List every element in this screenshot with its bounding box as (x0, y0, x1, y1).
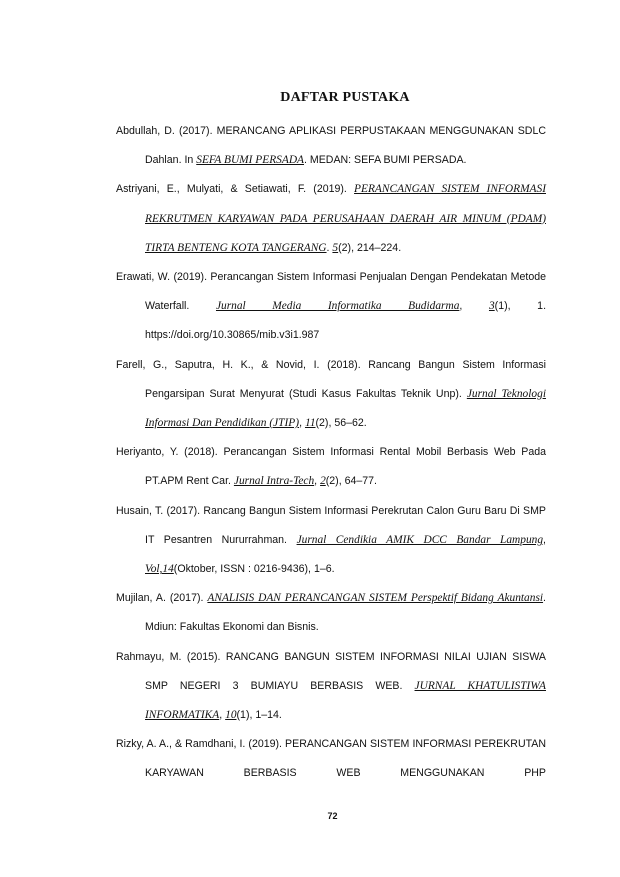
page-number: 72 (327, 811, 338, 821)
reference-entry (116, 497, 546, 585)
reference-text: Farell, G., Saputra, H. K., & Novid, I. (2018). Rancang Bangun Sistem Informasi Pengarsipan Surat Menyurat (Studi Kasus Fakultas Teknik Unp). (116, 358, 546, 400)
reference-text: , (299, 417, 305, 430)
reference-text: Rahmayu, M. (2015). RANCANG BANGUN SISTEM INFORMASI NILAI UJIAN SISWA SMP NEGERI 3 BUMIAYU BERBASIS WEB. (116, 650, 546, 692)
reference-volume: 2 (320, 475, 326, 488)
reference-entry (116, 643, 546, 731)
reference-source-title: Jurnal Media Informatika Budidarma (215, 300, 460, 313)
reference-text: (2), 214–224. (338, 241, 402, 254)
reference-entry (116, 351, 546, 439)
reference-text: . (326, 241, 333, 254)
reference-source-title: Jurnal Cendikia AMIK DCC Bandar Lampung (296, 533, 544, 546)
reference-text: , (459, 300, 489, 313)
reference-volume: 11 (304, 417, 316, 430)
reference-text: Astriyani, E., Mulyati, & Setiawati, F. (2019). (116, 183, 355, 196)
reference-text: (2), 56–62. (315, 417, 367, 430)
reference-text: , (314, 475, 321, 488)
reference-source-title: JURNAL KHATULISTIWA INFORMATIKA (145, 679, 546, 722)
reference-text: (1), 1. https://doi.org/10.30865/mib.v3i1.987 (145, 300, 547, 342)
reference-text: Rizky, A. A., & Ramdhani, I. (2019). PERANCANGAN SISTEM INFORMASI PEREKRUTAN KARYAWAN BERBASIS WEB MENGGUNAKAN PHP (116, 738, 546, 780)
reference-entry (116, 175, 546, 263)
page-title: DAFTAR PUSTAKA (280, 90, 410, 105)
reference-text: , (219, 709, 226, 722)
reference-source-title: ANALISIS DAN PERANCANGAN SISTEM Perspektif Bidang Akuntansi (207, 592, 544, 605)
reference-volume: Vol,14 (145, 563, 174, 576)
reference-entry (116, 730, 546, 788)
reference-text: Heriyanto, Y. (2018). Perancangan Sistem Informasi Rental Mobil Berbasis Web Pada PT.APM Rent Car. (116, 446, 546, 488)
reference-volume: 10 (225, 709, 237, 722)
reference-source-title: Jurnal Teknologi Informasi Dan Pendidikan (JTIP) (145, 387, 546, 430)
reference-entry (116, 263, 546, 351)
reference-text: , (543, 533, 546, 546)
reference-text: (Oktober, ISSN : 0216-9436), 1–6. (173, 563, 335, 576)
reference-entry (116, 438, 546, 496)
reference-volume: 5 (332, 241, 339, 254)
reference-entry (116, 117, 546, 175)
reference-text: Mujilan, A. (2017). (116, 592, 208, 605)
reference-text: Erawati, W. (2019). Perancangan Sistem Informasi Penjualan Dengan Pendekatan Metode Waterfall. (116, 271, 546, 313)
reference-list (116, 117, 546, 789)
reference-text: (1), 1–14. (236, 709, 282, 722)
reference-text: . Mdiun: Fakultas Ekonomi dan Bisnis. (145, 592, 546, 634)
reference-text: . MEDAN: SEFA BUMI PERSADA. (304, 154, 467, 167)
reference-entry (116, 584, 546, 642)
reference-text: Abdullah, D. (2017). MERANCANG APLIKASI PERPUSTAKAAN MENGGUNAKAN SDLC Dahlan. In (116, 125, 546, 167)
reference-source-title: Jurnal Intra-Tech (233, 475, 315, 488)
reference-text: Husain, T. (2017). Rancang Bangun Sistem Informasi Perekrutan Calon Guru Baru Di SMP IT Pesantren Nururrahman. (116, 504, 546, 546)
reference-text: (2), 64–77. (325, 475, 378, 488)
reference-volume: 3 (488, 300, 495, 313)
reference-source-title: SEFA BUMI PERSADA (196, 154, 305, 167)
reference-source-title: PERANCANGAN SISTEM INFORMASI REKRUTMEN KARYAWAN PADA PERUSAHAAN DAERAH AIR MINUM (PDAM) TIRTA BENTENG KOTA TANGERANG (145, 183, 546, 254)
